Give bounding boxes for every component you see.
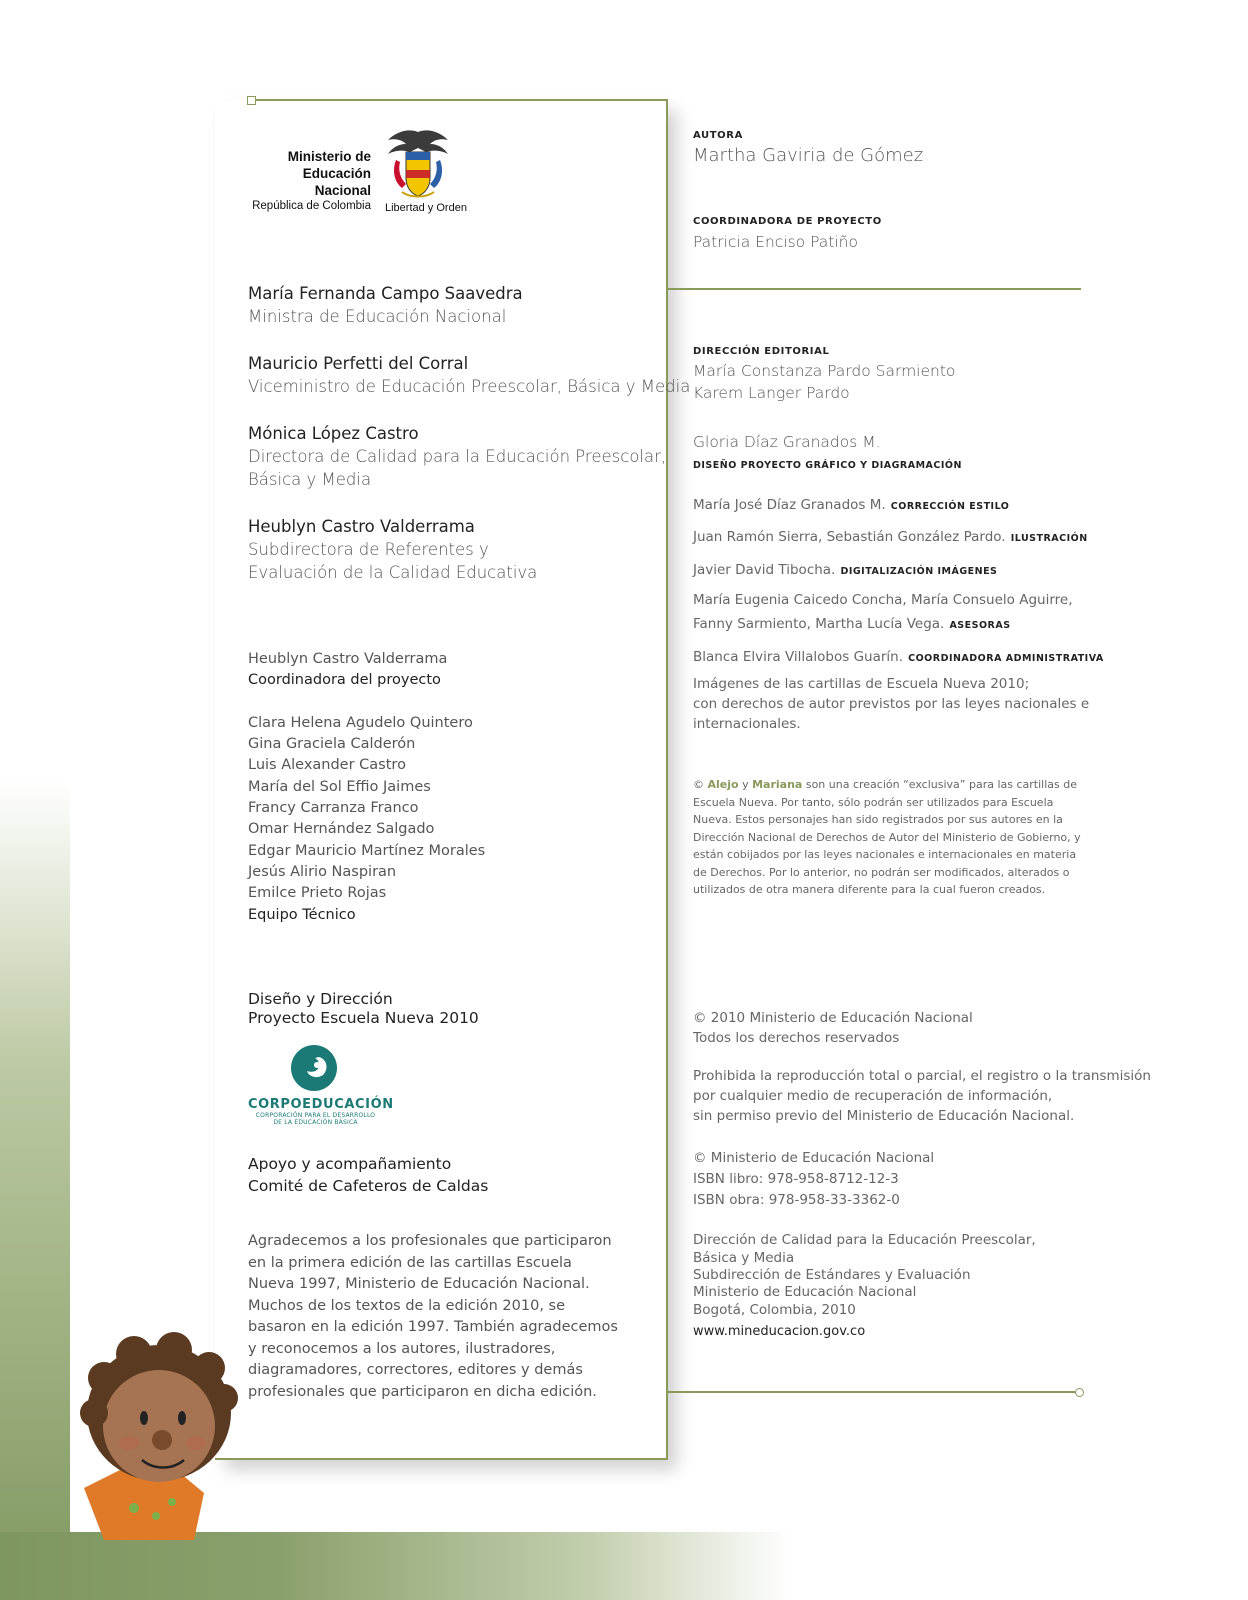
logo-motto: Libertad y Orden bbox=[385, 202, 467, 214]
corpo-sub1: CORPORACIÓN PARA EL DESARROLLO bbox=[255, 1112, 376, 1119]
editorial-name: Karem Langer Pardo bbox=[693, 384, 850, 402]
credit-names: María José Díaz Granados M. bbox=[693, 497, 886, 513]
admin-label: COORDINADORA ADMINISTRATIVA bbox=[908, 653, 1104, 664]
background-gradient-left bbox=[0, 780, 70, 1600]
images-note-line: internacionales. bbox=[693, 716, 801, 732]
person-role: Ministra de Educación Nacional bbox=[248, 307, 507, 326]
characters-note bbox=[693, 776, 1085, 899]
address-line: Básica y Media bbox=[693, 1250, 795, 1266]
team-label: Equipo Técnico bbox=[248, 907, 356, 923]
address-line: Ministerio de Educación Nacional bbox=[693, 1284, 917, 1300]
coat-of-arms-icon bbox=[382, 126, 454, 208]
team-member: Edgar Mauricio Martínez Morales bbox=[248, 843, 486, 859]
coordinator-name: Heublyn Castro Valderrama bbox=[248, 651, 448, 667]
images-note-line: con derechos de autor previstos por las leyes nacionales e bbox=[693, 696, 1090, 712]
note-name1: Alejo bbox=[707, 778, 739, 791]
credit-label: ILUSTRACIÓN bbox=[1010, 533, 1088, 544]
corpoeducacion-logo-text bbox=[248, 1097, 394, 1126]
corpo-sub2: DE LA EDUCACIÓN BÁSICA bbox=[273, 1119, 358, 1126]
team-member: Luis Alexander Castro bbox=[248, 757, 406, 773]
background-gradient-bottom bbox=[0, 1532, 790, 1600]
advisors-line1: María Eugenia Caicedo Concha, María Consuelo Aguirre, bbox=[693, 592, 1073, 608]
child-illustration-icon bbox=[64, 1318, 254, 1540]
logo-line3: República de Colombia bbox=[252, 200, 371, 212]
support-line: Comité de Cafeteros de Caldas bbox=[248, 1177, 489, 1195]
design-line: Proyecto Escuela Nueva 2010 bbox=[248, 1009, 479, 1027]
credit-label: DIGITALIZACIÓN IMÁGENES bbox=[840, 566, 998, 577]
credit-style bbox=[693, 494, 1009, 513]
design-line: Diseño y Dirección bbox=[248, 990, 393, 1008]
isbn-line: ISBN obra: 978-958-33-3362-0 bbox=[693, 1192, 900, 1208]
advisors-label: ASESORAS bbox=[949, 620, 1011, 631]
website-link[interactable]: www.mineducacion.gov.co bbox=[693, 1324, 866, 1339]
ministerio-logo bbox=[246, 148, 371, 214]
team-member: Francy Carranza Franco bbox=[248, 800, 419, 816]
support-line: Apoyo y acompañamiento bbox=[248, 1155, 452, 1173]
person-role: Evaluación de la Calidad Educativa bbox=[248, 563, 538, 582]
address-line: Bogotá, Colombia, 2010 bbox=[693, 1302, 856, 1318]
person-role: Directora de Calidad para la Educación Preescolar, bbox=[248, 447, 667, 466]
advisors-names: Fanny Sarmiento, Martha Lucía Vega. bbox=[693, 616, 945, 632]
note-prefix: © bbox=[693, 778, 704, 791]
frame-bottom-line bbox=[215, 1458, 668, 1460]
frame-corner-circle bbox=[1075, 1388, 1084, 1397]
frame-corner-square bbox=[247, 96, 256, 105]
person-role: Viceministro de Educación Preescolar, Básica y Media bbox=[248, 377, 691, 396]
team-member: Jesús Alirio Naspiran bbox=[248, 864, 397, 880]
credit-label: CORRECCIÓN ESTILO bbox=[890, 501, 1010, 512]
isbn-line: © Ministerio de Educación Nacional bbox=[693, 1150, 935, 1166]
frame-right-top-line bbox=[668, 288, 1081, 290]
prohibited-line: Prohibida la reproducción total o parcial, el registro o la transmisión bbox=[693, 1068, 1151, 1084]
logo-line1: Ministerio de bbox=[287, 149, 371, 164]
person-name: Heublyn Castro Valderrama bbox=[248, 517, 475, 536]
design-name: Gloria Díaz Granados M. bbox=[693, 433, 881, 451]
team-member: Omar Hernández Salgado bbox=[248, 821, 435, 837]
logo-line2: Educación Nacional bbox=[302, 166, 371, 198]
note-text: son una creación “exclusiva” para las cartillas de Escuela Nueva. Por tanto, sólo podrán ser utilizados para Escuela Nueva. Estos personajes han sido registrados por sus autores en la Dirección Nacional de Derechos de Autor del Ministerio de Gobierno, y están cobijados por las leyes nacionales e internacionales en materia de Derechos. Por lo anterior, no podrán ser modificados, alterados o utilizados de otra manera diferente para la cual fueron creados. bbox=[693, 778, 1081, 896]
prohibited-line: por cualquier medio de recuperación de información, bbox=[693, 1088, 1053, 1104]
team-member: Emilce Prieto Rojas bbox=[248, 885, 387, 901]
isbn-line: ISBN libro: 978-958-8712-12-3 bbox=[693, 1171, 899, 1187]
admin-credit bbox=[693, 646, 1104, 665]
frame-top-line bbox=[254, 99, 668, 101]
prohibited-line: sin permiso previo del Ministerio de Educación Nacional. bbox=[693, 1108, 1075, 1124]
address-line: Dirección de Calidad para la Educación Preescolar, bbox=[693, 1232, 1036, 1248]
note-conj: y bbox=[742, 778, 749, 791]
frame-divider-vertical bbox=[666, 99, 668, 1460]
credit-illustration bbox=[693, 526, 1088, 545]
design-label: DISEÑO PROYECTO GRÁFICO Y DIAGRAMACIÓN bbox=[693, 460, 962, 471]
person-role: Básica y Media bbox=[248, 470, 372, 489]
admin-names: Blanca Elvira Villalobos Guarín. bbox=[693, 649, 904, 665]
author-name: Martha Gaviria de Gómez bbox=[693, 145, 924, 166]
address-line: Subdirección de Estándares y Evaluación bbox=[693, 1267, 971, 1283]
person-name: Mauricio Perfetti del Corral bbox=[248, 354, 469, 373]
team-member: María del Sol Effio Jaimes bbox=[248, 779, 431, 795]
corpo-name: CORPOEDUCACIÓN bbox=[248, 1097, 394, 1112]
note-name2: Mariana bbox=[752, 778, 803, 791]
frame-right-bottom-line bbox=[668, 1391, 1075, 1393]
credit-digitalization bbox=[693, 559, 997, 578]
coordinator-name-right: Patricia Enciso Patiño bbox=[693, 233, 858, 251]
coordinator-label: COORDINADORA DE PROYECTO bbox=[693, 216, 882, 227]
editorial-label: DIRECCIÓN EDITORIAL bbox=[693, 346, 830, 357]
person-role: Subdirectora de Referentes y bbox=[248, 540, 489, 559]
person-name: María Fernanda Campo Saavedra bbox=[248, 284, 523, 303]
team-member: Clara Helena Agudelo Quintero bbox=[248, 715, 473, 731]
corpoeducacion-logo-icon bbox=[289, 1043, 339, 1093]
author-label: AUTORA bbox=[693, 130, 743, 141]
editorial-name: María Constanza Pardo Sarmiento bbox=[693, 362, 956, 380]
person-name: Mónica López Castro bbox=[248, 424, 419, 443]
team-member: Gina Graciela Calderón bbox=[248, 736, 416, 752]
coordinator-role: Coordinadora del proyecto bbox=[248, 672, 441, 688]
copyright-line: Todos los derechos reservados bbox=[693, 1030, 900, 1046]
images-note-line: Imágenes de las cartillas de Escuela Nueva 2010; bbox=[693, 676, 1030, 692]
advisors-line2 bbox=[693, 613, 1011, 632]
thanks-paragraph: Agradecemos a los profesionales que participaron en la primera edición de las cartillas Escuela Nueva 1997, Ministerio de Educación Nacional. Muchos de los textos de la edición 2010, se basaron en la edición 1997. También agradecemos y reconocemos a los autores, ilustradores, diagramadores, correctores, editores y demás profesionales que participaron en dicha edición. bbox=[248, 1233, 618, 1400]
credit-names: Javier David Tibocha. bbox=[693, 562, 836, 578]
copyright-line: © 2010 Ministerio de Educación Nacional bbox=[693, 1010, 973, 1026]
credit-names: Juan Ramón Sierra, Sebastián González Pardo. bbox=[693, 529, 1006, 545]
